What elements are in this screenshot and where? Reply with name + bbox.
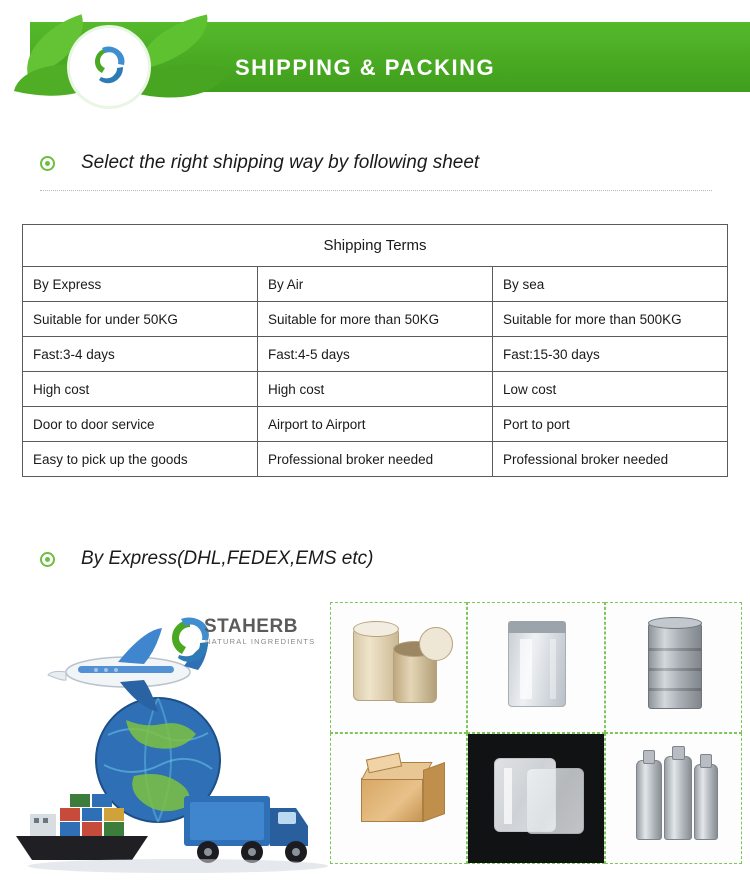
table-cell: Port to port: [493, 407, 728, 442]
aluminum-bottle-cap: [672, 746, 685, 760]
section-heading-by-express: [40, 548, 373, 570]
table-cell: Fast:3-4 days: [23, 337, 258, 372]
table-column-header: By sea: [493, 267, 728, 302]
shipping-terms-table: [22, 224, 728, 477]
table-caption-row: [23, 225, 728, 267]
table-caption: Shipping Terms: [23, 225, 728, 267]
staherb-mark-icon: [86, 44, 132, 90]
table-column-header: By Express: [23, 267, 258, 302]
section-title: Select the right shipping way by following sheet: [81, 152, 480, 173]
carton-front: [361, 778, 423, 822]
aluminum-bottle: [636, 760, 662, 840]
packing-photo-grid: [330, 602, 742, 864]
brand-name: STAHERB: [204, 616, 298, 637]
table-row: [23, 407, 728, 442]
foil-bag-highlight: [550, 639, 556, 699]
table-cell: Professional broker needed: [258, 442, 493, 477]
packing-cell-carton-box: [330, 733, 467, 864]
table-cell: High cost: [258, 372, 493, 407]
aluminum-bottle-cap: [700, 754, 712, 768]
table-row: [23, 337, 728, 372]
poly-bag-highlight: [504, 768, 512, 824]
table-row: [23, 372, 728, 407]
divider: [40, 190, 712, 191]
ring-bullet-icon: [40, 156, 55, 171]
aluminum-bottle: [694, 764, 718, 840]
packing-cell-poly-bag: [467, 733, 604, 864]
packing-cell-fiber-drum: [330, 602, 467, 733]
steel-drum-top: [648, 617, 702, 629]
table-header-row: [23, 267, 728, 302]
packing-cell-aluminum-foil-bag: [467, 602, 604, 733]
brand-logo-cluster: [18, 14, 218, 109]
aluminum-bottle: [664, 756, 692, 840]
foil-bag-highlight: [520, 639, 532, 699]
steel-drum-rib: [649, 648, 701, 651]
table-cell: Airport to Airport: [258, 407, 493, 442]
table-cell: Fast:15-30 days: [493, 337, 728, 372]
ring-bullet-icon: [40, 552, 55, 567]
packing-cell-aluminum-bottles: [605, 733, 742, 864]
poly-bag-body-second: [526, 768, 584, 834]
table-cell: Easy to pick up the goods: [23, 442, 258, 477]
foil-bag-seal: [508, 621, 566, 633]
steel-drum-body: [648, 623, 702, 709]
steel-drum-rib: [649, 668, 701, 671]
fiber-drum-lid: [353, 621, 399, 637]
carton-side: [423, 762, 445, 822]
aluminum-bottle-cap: [643, 750, 655, 764]
section-title: By Express(DHL,FEDEX,EMS etc): [81, 548, 374, 569]
steel-drum-rib: [649, 688, 701, 691]
table-cell: Suitable for more than 500KG: [493, 302, 728, 337]
packing-cell-steel-drum: [605, 602, 742, 733]
table-cell: Professional broker needed: [493, 442, 728, 477]
photo-row: [0, 592, 750, 880]
table-row: [23, 302, 728, 337]
fiber-drum-loose-lid: [419, 627, 453, 661]
table-cell: Fast:4-5 days: [258, 337, 493, 372]
page-header: [0, 0, 750, 113]
page-title: SHIPPING & PACKING: [235, 55, 496, 80]
table-cell: High cost: [23, 372, 258, 407]
table-column-header: By Air: [258, 267, 493, 302]
table-cell: Suitable for under 50KG: [23, 302, 258, 337]
section-heading-shipping-way: [40, 152, 479, 174]
brand-tagline: NATURAL INGREDIENTS: [205, 637, 316, 646]
table-cell: Suitable for more than 50KG: [258, 302, 493, 337]
table-cell: Low cost: [493, 372, 728, 407]
foil-bag-body: [508, 621, 566, 707]
table-row: [23, 442, 728, 477]
table-cell: Door to door service: [23, 407, 258, 442]
